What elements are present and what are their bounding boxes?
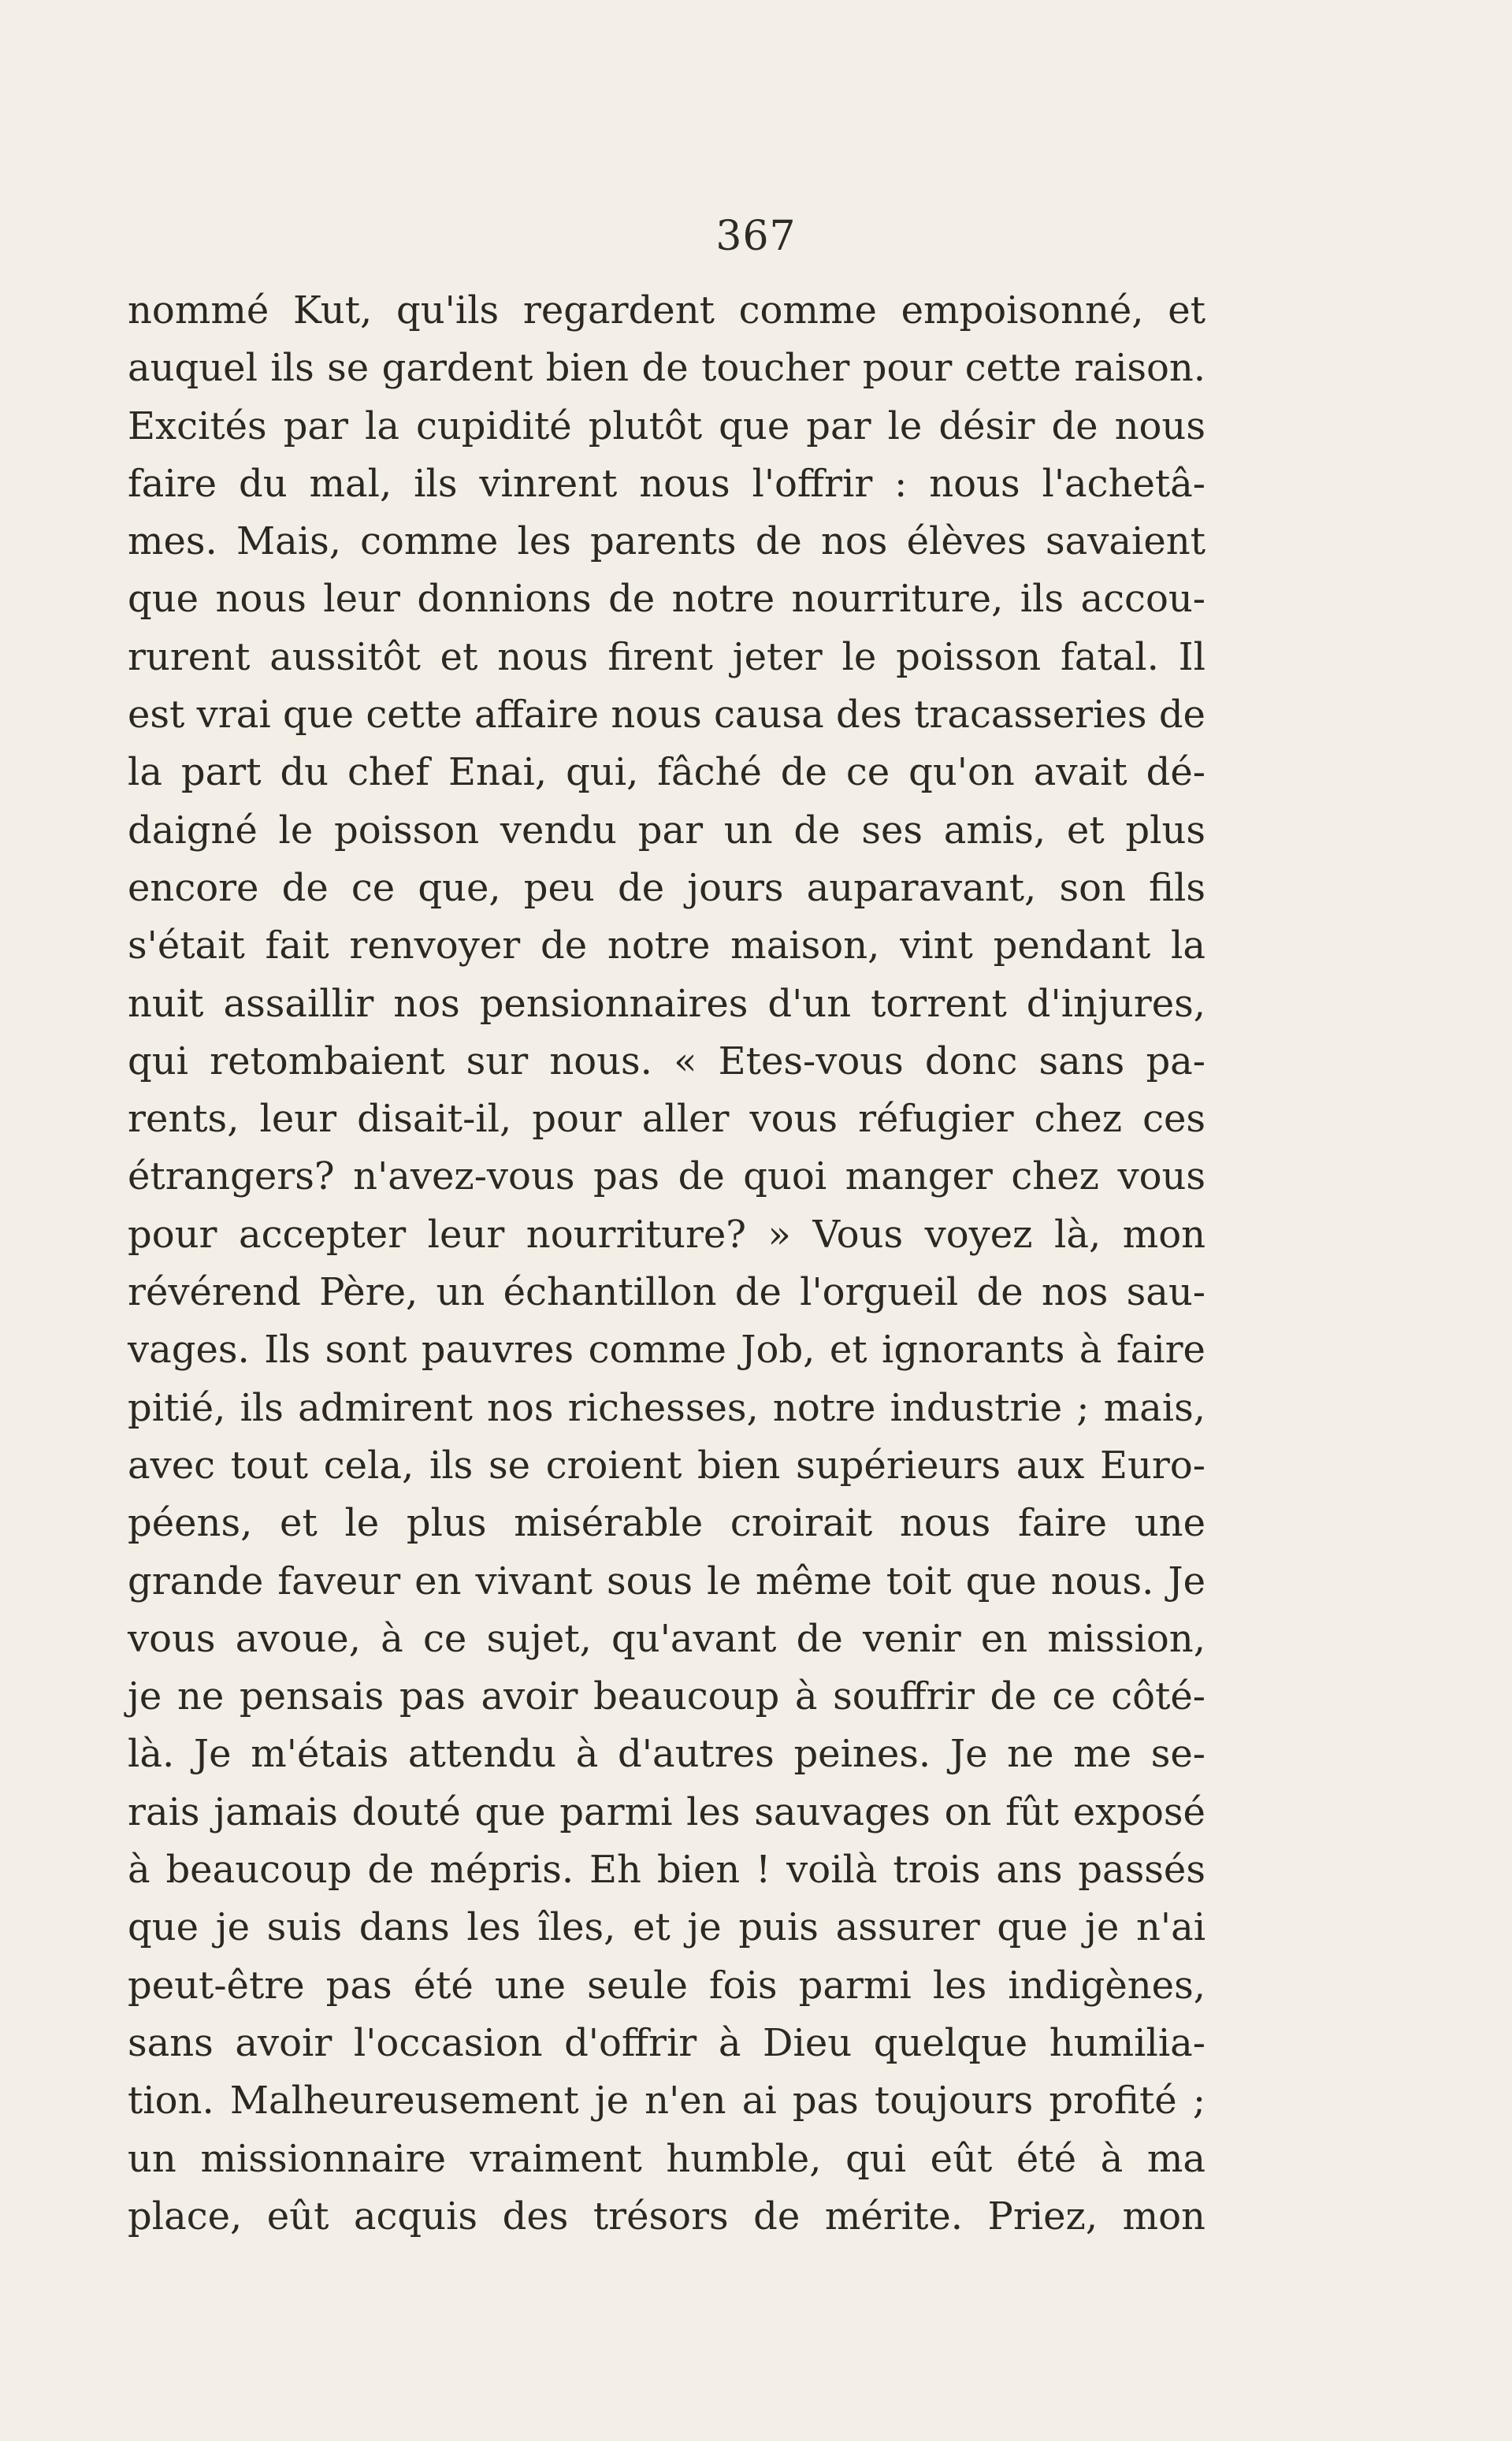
text-line-content: étrangers? n'avez-vous pas de quoi manger chez vous xyxy=(128,1154,1206,1199)
text-line xyxy=(128,744,1206,801)
text-line-content: là. Je m'étais attendu à d'autres peines. Je ne me se- xyxy=(128,1732,1206,1777)
text-line xyxy=(128,1495,1206,1552)
text-line-content: la part du chef Enai, qui, fâché de ce qu'on avait dé- xyxy=(128,750,1206,795)
text-line-content: rents, leur disait-il, pour aller vous réfugier chez ces xyxy=(128,1097,1206,1142)
text-line-content: encore de ce que, peu de jours auparavant, son fils xyxy=(128,865,1206,910)
text-line xyxy=(128,398,1206,455)
text-line-content: s'était fait renvoyer de notre maison, vint pendant la xyxy=(128,923,1206,968)
text-line xyxy=(128,1899,1206,1956)
text-line-content: révérend Père, un échantillon de l'orgueil de nos sau- xyxy=(128,1270,1206,1315)
text-line-content: que nous leur donnions de notre nourriture, ils accou- xyxy=(128,577,1206,622)
text-line-content: est vrai que cette affaire nous causa des tracasseries de xyxy=(128,693,1206,738)
text-line-content: que je suis dans les îles, et je puis assurer que je n'ai xyxy=(128,1905,1206,1950)
text-line xyxy=(128,1321,1206,1379)
text-line-content: vages. Ils sont pauvres comme Job, et ignorants à faire xyxy=(128,1328,1206,1373)
text-line-content: faire du mal, ils vinrent nous l'offrir : nous l'achetâ- xyxy=(128,461,1206,506)
body-text xyxy=(128,282,1206,2246)
text-line xyxy=(128,629,1206,686)
text-line xyxy=(128,1957,1206,2015)
text-line xyxy=(128,917,1206,975)
text-line xyxy=(128,1553,1206,1611)
text-line xyxy=(128,1611,1206,1668)
text-line-content: mes. Mais, comme les parents de nos élèves savaient xyxy=(128,519,1206,564)
text-line-content: grande faveur en vivant sous le même toit que nous. Je xyxy=(128,1559,1206,1603)
text-line-content: place, eût acquis des trésors de mérite. Priez, mon xyxy=(128,2194,1206,2239)
text-line xyxy=(128,1206,1206,1264)
text-line xyxy=(128,2072,1206,2130)
text-line-content: péens, et le plus misérable croirait nous faire une xyxy=(128,1501,1206,1546)
text-line-content: daigné le poisson vendu par un de ses amis, et plus xyxy=(128,808,1206,853)
text-line xyxy=(128,802,1206,860)
text-line-content: tion. Malheureusement je n'en ai pas toujours profité ; xyxy=(128,2079,1206,2123)
text-line xyxy=(128,1033,1206,1090)
text-line-content: nommé Kut, qu'ils regardent comme empoisonné, et xyxy=(128,288,1206,333)
text-line-content: rais jamais douté que parmi les sauvages on fût exposé xyxy=(128,1789,1206,1834)
text-line-content: nuit assaillir nos pensionnaires d'un torrent d'injures, xyxy=(128,981,1206,1026)
text-line-content: vous avoue, à ce sujet, qu'avant de venir en mission, xyxy=(128,1616,1206,1661)
text-line-content: je ne pensais pas avoir beaucoup à souffrir de ce côté- xyxy=(128,1674,1206,1719)
text-line-content: sans avoir l'occasion d'offrir à Dieu quelque humilia- xyxy=(128,2020,1206,2065)
text-line xyxy=(128,1841,1206,1899)
text-line xyxy=(128,860,1206,917)
text-line xyxy=(128,2015,1206,2072)
text-line-content: avec tout cela, ils se croient bien supérieurs aux Euro- xyxy=(128,1443,1206,1488)
text-line-content: Excités par la cupidité plutôt que par le désir de nous xyxy=(128,403,1206,448)
text-line xyxy=(128,1148,1206,1206)
text-line-content: peut-être pas été une seule fois parmi les indigènes, xyxy=(128,1963,1206,2008)
text-line-content: qui retombaient sur nous. « Etes-vous donc sans pa- xyxy=(128,1038,1206,1083)
text-line xyxy=(128,1726,1206,1783)
text-line-content: auquel ils se gardent bien de toucher pour cette raison. xyxy=(128,346,1206,391)
text-line xyxy=(128,455,1206,513)
text-line xyxy=(128,1264,1206,1321)
text-line xyxy=(128,686,1206,744)
text-line xyxy=(128,1668,1206,1726)
text-line xyxy=(128,975,1206,1033)
page-number: 367 xyxy=(715,213,797,260)
text-line-content: à beaucoup de mépris. Eh bien ! voilà trois ans passés xyxy=(128,1848,1206,1893)
text-line xyxy=(128,2188,1206,2246)
text-line xyxy=(128,570,1206,628)
text-line-content: un missionnaire vraiment humble, qui eût été à ma xyxy=(128,2136,1206,2181)
text-line xyxy=(128,1090,1206,1148)
text-line xyxy=(128,340,1206,397)
text-line xyxy=(128,2131,1206,2188)
text-line xyxy=(128,1380,1206,1437)
text-line-content: rurent aussitôt et nous firent jeter le poisson fatal. Il xyxy=(128,634,1206,679)
text-line xyxy=(128,282,1206,340)
text-line xyxy=(128,1437,1206,1495)
text-line-content: pitié, ils admirent nos richesses, notre industrie ; mais, xyxy=(128,1385,1206,1430)
text-line xyxy=(128,1784,1206,1841)
text-line-content: pour accepter leur nourriture? » Vous voyez là, mon xyxy=(128,1212,1206,1257)
text-line xyxy=(128,513,1206,570)
